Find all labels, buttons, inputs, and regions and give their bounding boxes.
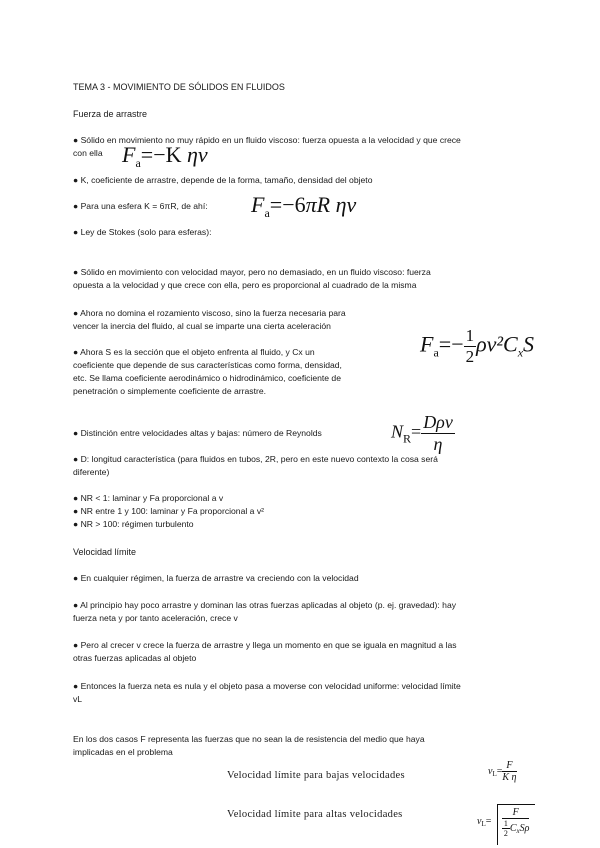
paragraph-length-line2: diferente) bbox=[73, 467, 110, 477]
fraction-denominator: 2 bbox=[465, 347, 475, 366]
formula-operator: = bbox=[411, 421, 422, 442]
formula-fraction bbox=[502, 807, 530, 838]
paragraph-reynolds: ● Distinción entre velocidades altas y bajas: número de Reynolds bbox=[73, 428, 322, 438]
coefficient-subscript: x bbox=[516, 826, 520, 835]
formula-terminal-high bbox=[477, 804, 535, 848]
fraction-numerator: Dρv bbox=[423, 412, 453, 432]
bullet-laminar-linear: ● NR < 1: laminar y Fa proporcional a v bbox=[73, 493, 224, 503]
formula-symbol: F bbox=[122, 142, 136, 167]
formula-subscript: a bbox=[433, 345, 439, 360]
paragraph-slow-motion-line1: ● Sólido en movimiento no muy rápido en un fluido viscoso: fuerza opuesta a la velocidad y que crece bbox=[73, 135, 461, 145]
paragraph-section-line1: ● Ahora S es la sección que el objeto enfrenta al fluido, y Cx un bbox=[73, 347, 315, 357]
half-numerator: 1 bbox=[503, 819, 508, 828]
half-fraction bbox=[502, 819, 510, 838]
formula-operator: =−K bbox=[140, 142, 187, 167]
formula-quadratic-drag bbox=[420, 326, 534, 367]
paragraph-inertia-line2: vencer la inercia del fluido, al cual se imparte una cierta aceleración bbox=[73, 321, 331, 331]
section-heading-drag-force: Fuerza de arrastre bbox=[73, 109, 148, 119]
paragraph-net-force-line2: vL bbox=[73, 694, 83, 704]
formula-rhs-subscript: x bbox=[517, 345, 524, 360]
label-low-velocity: Velocidad límite para bajas velocidades bbox=[227, 770, 405, 781]
formula-symbol: F bbox=[420, 331, 434, 357]
paragraph-beginning-line1: ● Al principio hay poco arrastre y dominan las otras fuerzas aplicadas al objeto (p. ej. gravedad): hay bbox=[73, 600, 457, 610]
formula-terminal-low bbox=[488, 760, 517, 783]
paragraph-any-regime: ● En cualquier régimen, la fuerza de arrastre va creciendo con la velocidad bbox=[73, 573, 359, 583]
bullet-laminar-quadratic: ● NR entre 1 y 100: laminar y Fa proporcional a v² bbox=[73, 506, 264, 516]
paragraph-net-force-line1: ● Entonces la fuerza neta es nula y el objeto pasa a moverse con velocidad uniforme: velocidad límite bbox=[73, 681, 461, 691]
fraction-numerator: 1 bbox=[465, 326, 475, 345]
formula-reynolds bbox=[391, 412, 455, 455]
paragraph-growing-line2: otras fuerzas aplicadas al objeto bbox=[73, 653, 197, 663]
paragraph-slow-motion-line2: con ella bbox=[73, 148, 103, 158]
section-heading-terminal-velocity: Velocidad límite bbox=[73, 547, 137, 557]
formula-fraction bbox=[421, 412, 455, 455]
formula-rhs: ρv²C bbox=[476, 331, 518, 357]
fraction-denominator: η bbox=[433, 434, 443, 454]
formula-rhs: ηv bbox=[186, 142, 208, 167]
paragraph-inertia-line1: ● Ahora no domina el rozamiento viscoso, sino la fuerza necesaria para bbox=[73, 308, 346, 318]
page-title: TEMA 3 - MOVIMIENTO DE SÓLIDOS EN FLUIDOS bbox=[73, 82, 285, 92]
coefficient-symbol: C bbox=[509, 822, 517, 834]
paragraph-section-line4: penetración o simplemente coeficiente de arrastre. bbox=[73, 386, 266, 396]
fraction-denominator bbox=[502, 819, 530, 838]
paragraph-note-line2: implicadas en el problema bbox=[73, 747, 173, 757]
paragraph-drag-coefficient: ● K, coeficiente de arrastre, depende de la forma, tamaño, densidad del objeto bbox=[73, 175, 373, 185]
formula-subscript: a bbox=[135, 156, 141, 170]
formula-operator: = bbox=[485, 816, 492, 827]
paragraph-note-line1: En los dos casos F representa las fuerzas que no sean la de resistencia del medio que haya bbox=[73, 734, 425, 744]
formula-symbol: N bbox=[391, 421, 404, 442]
formula-subscript: R bbox=[403, 431, 412, 446]
formula-rhs: πR ηv bbox=[305, 192, 357, 217]
square-root-sign bbox=[497, 804, 536, 845]
formula-symbol: v bbox=[488, 765, 493, 777]
paragraph-length-line1: ● D: longitud característica (para fluidos en tubos, 2R, pero en este nuevo contexto la cosa será bbox=[73, 454, 438, 464]
formula-operator: =− bbox=[438, 331, 464, 357]
paragraph-faster-motion-line2: opuesta a la velocidad y que crece con ella, pero es proporcional al cuadrado de la misma bbox=[73, 280, 417, 290]
paragraph-section-line3: etc. Se llama coeficiente aerodinámico o hidrodinámico, coeficiente de bbox=[73, 373, 341, 383]
paragraph-beginning-line2: fuerza neta y por tanto aceleración, crece v bbox=[73, 613, 238, 623]
half-denominator: 2 bbox=[503, 829, 508, 838]
formula-viscous-drag bbox=[122, 142, 208, 171]
paragraph-sphere: ● Para una esfera K = 6πR, de ahí: bbox=[73, 201, 208, 211]
paragraph-growing-line1: ● Pero al crecer v crece la fuerza de arrastre y llega un momento en que se iguala en magnitud a las bbox=[73, 640, 457, 650]
formula-fraction bbox=[502, 760, 516, 783]
formula-operator: = bbox=[496, 765, 503, 777]
fraction-numerator: F bbox=[502, 760, 516, 772]
coefficient-tail: Sρ bbox=[519, 822, 530, 834]
paragraph-section-line2: coeficiente que depende de sus características como forma, densidad, bbox=[73, 360, 342, 370]
formula-symbol: v bbox=[477, 816, 482, 827]
formula-tail: S bbox=[523, 331, 535, 357]
formula-subscript: L bbox=[492, 769, 497, 778]
label-high-velocity: Velocidad límite para altas velocidades bbox=[227, 809, 403, 820]
formula-symbol: F bbox=[251, 192, 265, 217]
formula-operator: =−6 bbox=[269, 192, 306, 217]
formula-subscript: L bbox=[481, 820, 486, 828]
fraction-numerator: F bbox=[502, 807, 530, 819]
paragraph-stokes-law: ● Ley de Stokes (solo para esferas): bbox=[73, 227, 212, 237]
formula-fraction bbox=[464, 326, 477, 367]
paragraph-faster-motion-line1: ● Sólido en movimiento con velocidad mayor, pero no demasiado, en un fluido viscoso: fuerza bbox=[73, 267, 431, 277]
formula-subscript: a bbox=[264, 206, 270, 220]
formula-stokes bbox=[251, 192, 356, 221]
fraction-denominator: K η bbox=[502, 772, 517, 783]
bullet-turbulent: ● NR > 100: régimen turbulento bbox=[73, 519, 194, 529]
